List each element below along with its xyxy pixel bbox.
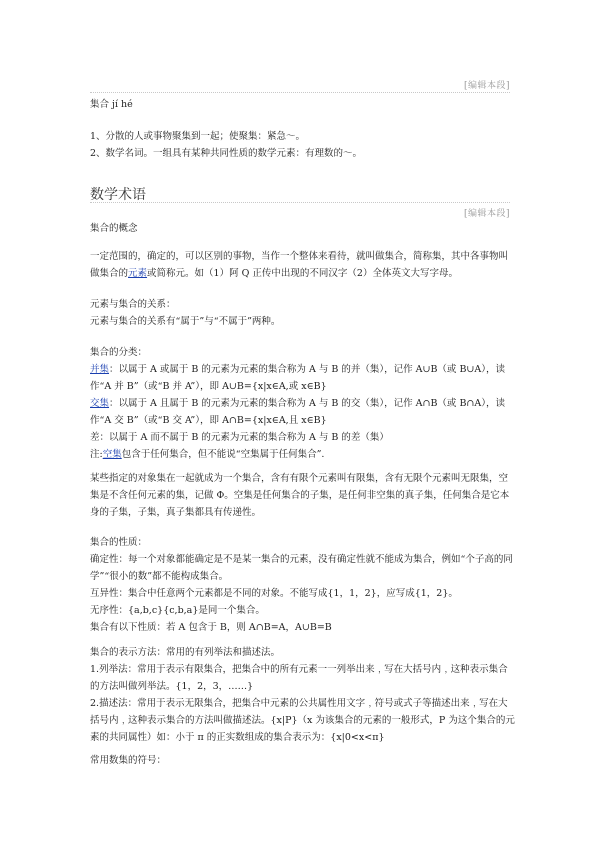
note-text: 包含于任何集合，但不能说“空集属于任何集合”. xyxy=(121,449,325,460)
representation-section xyxy=(90,644,515,746)
element-link[interactable]: 元素 xyxy=(128,268,148,279)
relation-section xyxy=(90,296,515,330)
pinyin-title xyxy=(90,96,515,113)
divider xyxy=(90,202,510,203)
representation-title: 集合的表示方法：常用的有列举法和描述法。 xyxy=(90,647,281,658)
common-symbols-section xyxy=(90,752,515,769)
empty-set-paragraph xyxy=(90,470,515,521)
properties-section xyxy=(90,534,515,636)
classification-section xyxy=(90,344,515,463)
relation-title: 元素与集合的关系： xyxy=(90,299,176,310)
pinyin-title-text: 集合 jí hé xyxy=(90,99,133,110)
section-heading: 数学术语 xyxy=(90,187,146,203)
empty-set-text: 某些指定的对象集在一起就成为一个集合，含有有限个元素叫有限集，含有无限个元素叫无限集，空集是不含任何元素的集，记做 Φ。空集是任何集合的子集，是任何非空集的真子集，任何集合是它本身的子集，子集，真子集都具有传递性。 xyxy=(90,473,510,518)
enumeration-method: 1.列举法：常用于表示有限集合，把集合中的所有元素一一列举出来﹐写在大括号内﹐这种表示集合的方法叫做列举法。{1，2，3，……} xyxy=(90,664,508,692)
concept-paragraph xyxy=(90,248,515,282)
common-symbols-title: 常用数集的符号： xyxy=(90,755,167,766)
classification-title: 集合的分类： xyxy=(90,347,148,358)
edit-section-link[interactable]: [编辑本段] xyxy=(463,81,510,91)
union-text: ：以属于 A 或属于 B 的元素为元素的集合称为 A 与 B 的并（集），记作 A∪B（或 B∪A），读作“A 并 B”（或“B 并 A”），即 A∪B={x|x∈A,或 x∈B} xyxy=(90,364,506,392)
intersection-link[interactable]: 交集 xyxy=(90,398,110,409)
concept-text-tail: 或简称元。如（1）阿 Q 正传中出现的不同汉字（2）全体英文大写字母。 xyxy=(147,268,458,279)
properties-title: 集合的性质： xyxy=(90,537,148,548)
note-label: 注: xyxy=(90,449,103,460)
definitions-list xyxy=(90,128,515,162)
definition-item: 1、分散的人或事物聚集到一起；使聚集：紧急～。 xyxy=(90,131,306,142)
description-method: 2.描述法：常用于表示无限集合，把集合中元素的公共属性用文字﹐符号或式子等描述出来﹐写在大括号内﹐这种表示集合的方法叫做描述法。{x|P}（x 为该集合的元素的一般形式，P 为这个集合的元素的共同属性）如：小于 π 的正实数组成的集合表示为：{x|0<x<π} xyxy=(90,698,515,743)
relation-text: 元素与集合的关系有“属于”与“不属于”两种。 xyxy=(90,316,281,327)
concept-title xyxy=(90,220,515,237)
union-link[interactable]: 并集 xyxy=(90,364,110,375)
concept-title-text: 集合的概念 xyxy=(90,223,138,234)
empty-set-link[interactable]: 空集 xyxy=(102,449,122,460)
property-unordered: 无序性：{a,b,c}{c,b,a}是同一个集合。 xyxy=(90,605,265,616)
property-distinct: 互异性：集合中任意两个元素都是不同的对象。不能写成{1，1，2}，应写成{1，2}。 xyxy=(90,588,458,599)
property-include: 集合有以下性质：若 A 包含于 B，则 A∩B=A，A∪B=B xyxy=(90,622,332,633)
definition-item: 2、数学名词。一组具有某种共同性质的数学元素：有理数的～。 xyxy=(90,148,363,159)
difference-text: 差：以属于 A 而不属于 B 的元素为元素的集合称为 A 与 B 的差（集） xyxy=(90,432,389,443)
intersection-text: ：以属于 A 且属于 B 的元素为元素的集合称为 A 与 B 的交（集），记作 A∩B（或 B∩A），读作“A 交 B”（或“B 交 A”），即 A∩B={x|x∈A,且 x∈B} xyxy=(90,398,506,426)
edit-section-link[interactable]: [编辑本段] xyxy=(463,209,510,219)
divider xyxy=(90,92,510,93)
property-definite: 确定性：每一个对象都能确定是不是某一集合的元素，没有确定性就不能成为集合，例如“个子高的同学”“很小的数”都不能构成集合。 xyxy=(90,554,513,582)
concept-text: 一定范围的，确定的，可以区别的事物，当作一个整体来看待，就叫做集合，简称集，其中各事物叫做集合的 xyxy=(90,251,509,279)
